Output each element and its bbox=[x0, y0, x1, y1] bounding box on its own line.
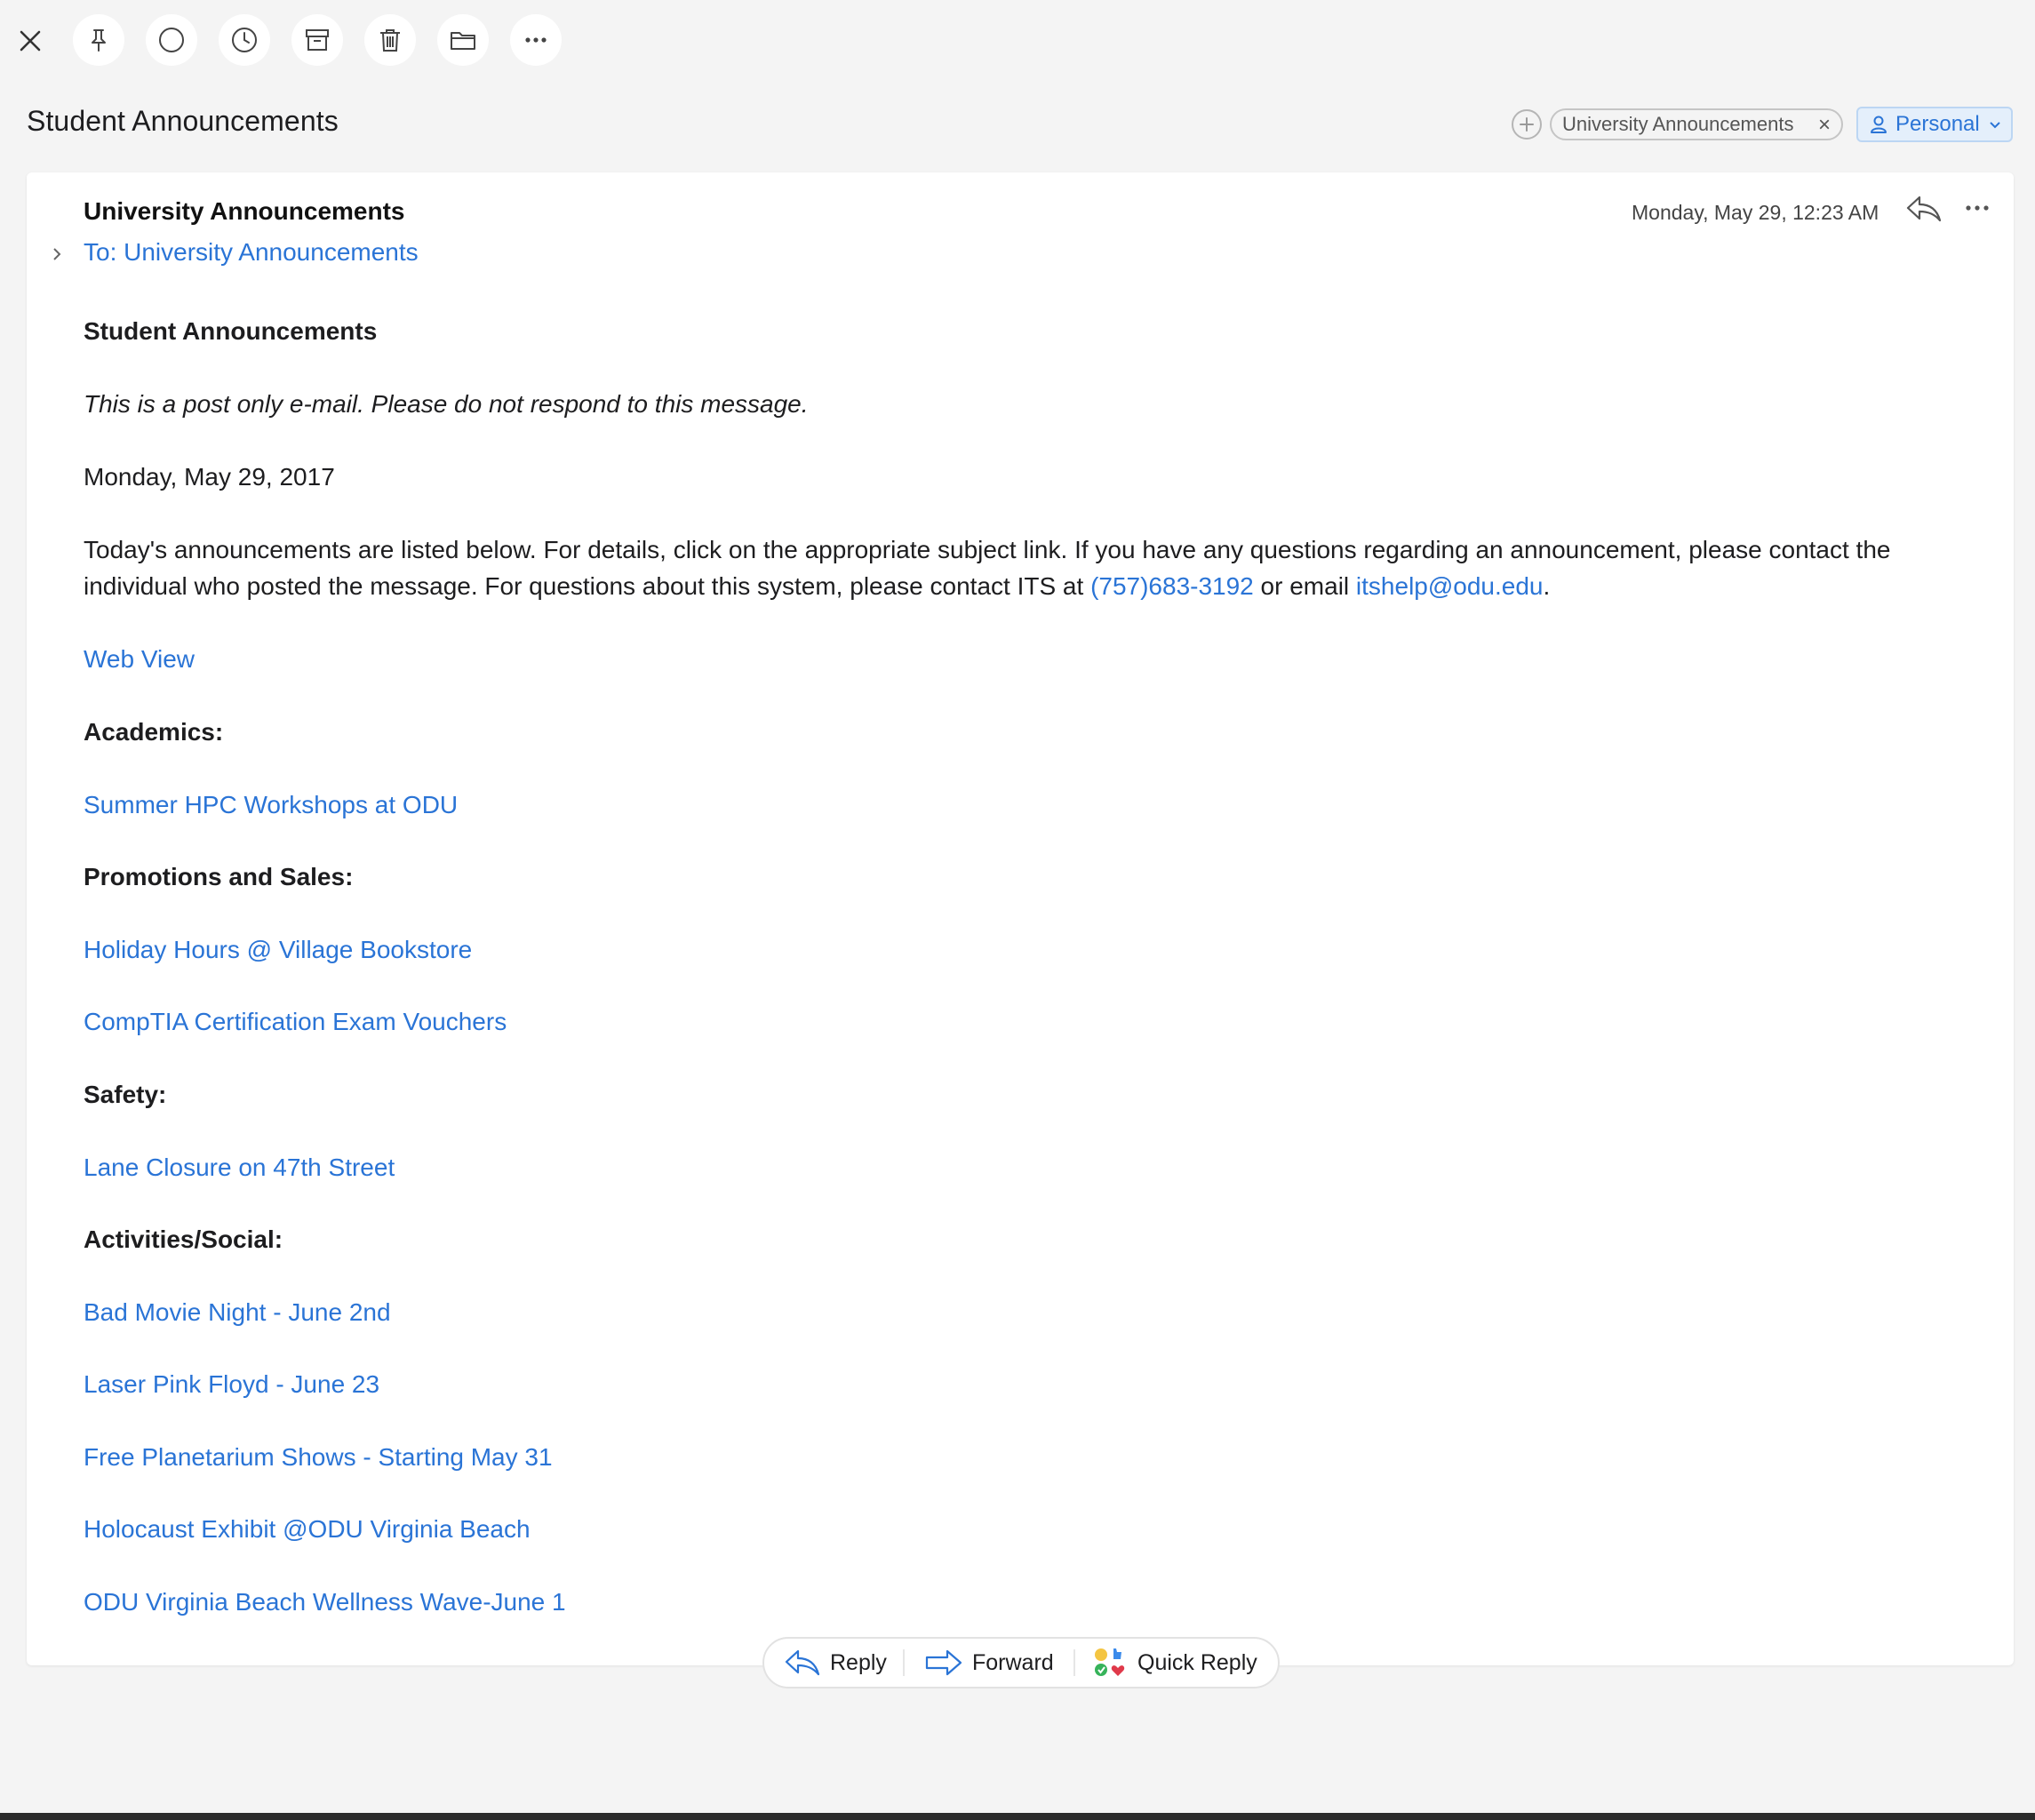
reply-label: Reply bbox=[830, 1649, 887, 1675]
trash-icon bbox=[376, 26, 404, 54]
separator bbox=[903, 1649, 905, 1676]
quick-reply-label: Quick Reply bbox=[1137, 1649, 1257, 1675]
circle-icon bbox=[157, 26, 186, 54]
account-selector[interactable] bbox=[1856, 107, 2013, 142]
move-button[interactable] bbox=[437, 14, 489, 66]
emoji-reactions-icon bbox=[1091, 1645, 1129, 1680]
section-heading-promotions: Promotions and Sales: bbox=[84, 863, 354, 890]
message-date: Monday, May 29, 12:23 AM bbox=[1632, 201, 1879, 224]
mark-unread-button[interactable] bbox=[146, 14, 197, 66]
intro-paragraph bbox=[84, 531, 1976, 604]
toolbar bbox=[0, 0, 2035, 82]
forward-label: Forward bbox=[972, 1649, 1054, 1675]
add-category-button[interactable] bbox=[1512, 109, 1542, 140]
reply-button[interactable] bbox=[784, 1639, 887, 1687]
announcement-link[interactable]: Bad Movie Night - June 2nd bbox=[84, 1298, 391, 1326]
recipients-link[interactable]: To: University Announcements bbox=[84, 238, 419, 266]
intro-period: . bbox=[1543, 572, 1551, 600]
announcement-link[interactable]: ODU Virginia Beach Wellness Wave-June 1 bbox=[84, 1588, 566, 1616]
body-date: Monday, May 29, 2017 bbox=[84, 463, 335, 491]
forward-button[interactable] bbox=[924, 1639, 1054, 1687]
post-only-notice: This is a post only e-mail. Please do not respond to this message. bbox=[84, 390, 809, 418]
folder-icon bbox=[449, 26, 477, 54]
plus-icon bbox=[1519, 116, 1535, 132]
announcement-link[interactable]: Free Planetarium Shows - Starting May 31 bbox=[84, 1443, 553, 1471]
sender-name: University Announcements bbox=[84, 197, 405, 225]
reply-arrow-icon bbox=[784, 1648, 821, 1677]
message-card bbox=[27, 172, 2014, 1665]
more-button[interactable] bbox=[510, 14, 562, 66]
intro-or-email: or email bbox=[1253, 572, 1356, 600]
delete-button[interactable] bbox=[364, 14, 416, 66]
archive-button[interactable] bbox=[291, 14, 343, 66]
snooze-button[interactable] bbox=[219, 14, 270, 66]
person-icon bbox=[1869, 115, 1888, 134]
chevron-right-icon[interactable] bbox=[46, 243, 68, 265]
archive-icon bbox=[303, 26, 331, 54]
category-label: University Announcements bbox=[1562, 113, 1794, 135]
bottom-edge bbox=[0, 1813, 2035, 1820]
intro-text: Today's announcements are listed below. For details, click on the appropriate subject link. If you have any questions regarding an announcement, please contact the individual who posted the message. For questions about this system, please contact ITS at bbox=[84, 536, 1891, 600]
more-horizontal-icon bbox=[522, 26, 550, 54]
reply-action-bar bbox=[762, 1637, 1280, 1688]
its-email-link[interactable]: itshelp@odu.edu bbox=[1355, 572, 1544, 600]
announcement-link[interactable]: CompTIA Certification Exam Vouchers bbox=[84, 1008, 507, 1035]
pin-button[interactable] bbox=[73, 14, 124, 66]
section-heading-academics: Academics: bbox=[84, 718, 224, 746]
section-heading-activities: Activities/Social: bbox=[84, 1225, 283, 1253]
announcement-link[interactable]: Lane Closure on 47th Street bbox=[84, 1153, 395, 1181]
remove-category-icon[interactable]: × bbox=[1817, 113, 1831, 137]
chevron-down-icon bbox=[1988, 117, 2002, 132]
announcement-link[interactable]: Summer HPC Workshops at ODU bbox=[84, 791, 459, 818]
close-button[interactable] bbox=[14, 25, 46, 57]
announcement-link[interactable]: Holocaust Exhibit @ODU Virginia Beach bbox=[84, 1515, 531, 1543]
body-title: Student Announcements bbox=[84, 317, 378, 345]
separator bbox=[1073, 1649, 1075, 1676]
pin-icon bbox=[85, 27, 112, 53]
account-label: Personal bbox=[1895, 112, 1980, 136]
reply-icon[interactable] bbox=[1905, 194, 1943, 224]
announcement-link[interactable]: Laser Pink Floyd - June 23 bbox=[84, 1370, 380, 1398]
clock-icon bbox=[230, 26, 259, 54]
category-chip[interactable] bbox=[1550, 108, 1843, 140]
its-phone-link[interactable]: (757)683-3192 bbox=[1090, 572, 1254, 600]
quick-reply-button[interactable] bbox=[1091, 1639, 1257, 1687]
message-more-icon[interactable] bbox=[1964, 199, 1991, 217]
web-view-link[interactable]: Web View bbox=[84, 645, 196, 673]
section-heading-safety: Safety: bbox=[84, 1081, 167, 1108]
close-icon bbox=[18, 28, 43, 53]
forward-arrow-icon bbox=[924, 1648, 963, 1677]
subject-title: Student Announcements bbox=[27, 105, 339, 137]
announcement-link[interactable]: Holiday Hours @ Village Bookstore bbox=[84, 936, 473, 963]
